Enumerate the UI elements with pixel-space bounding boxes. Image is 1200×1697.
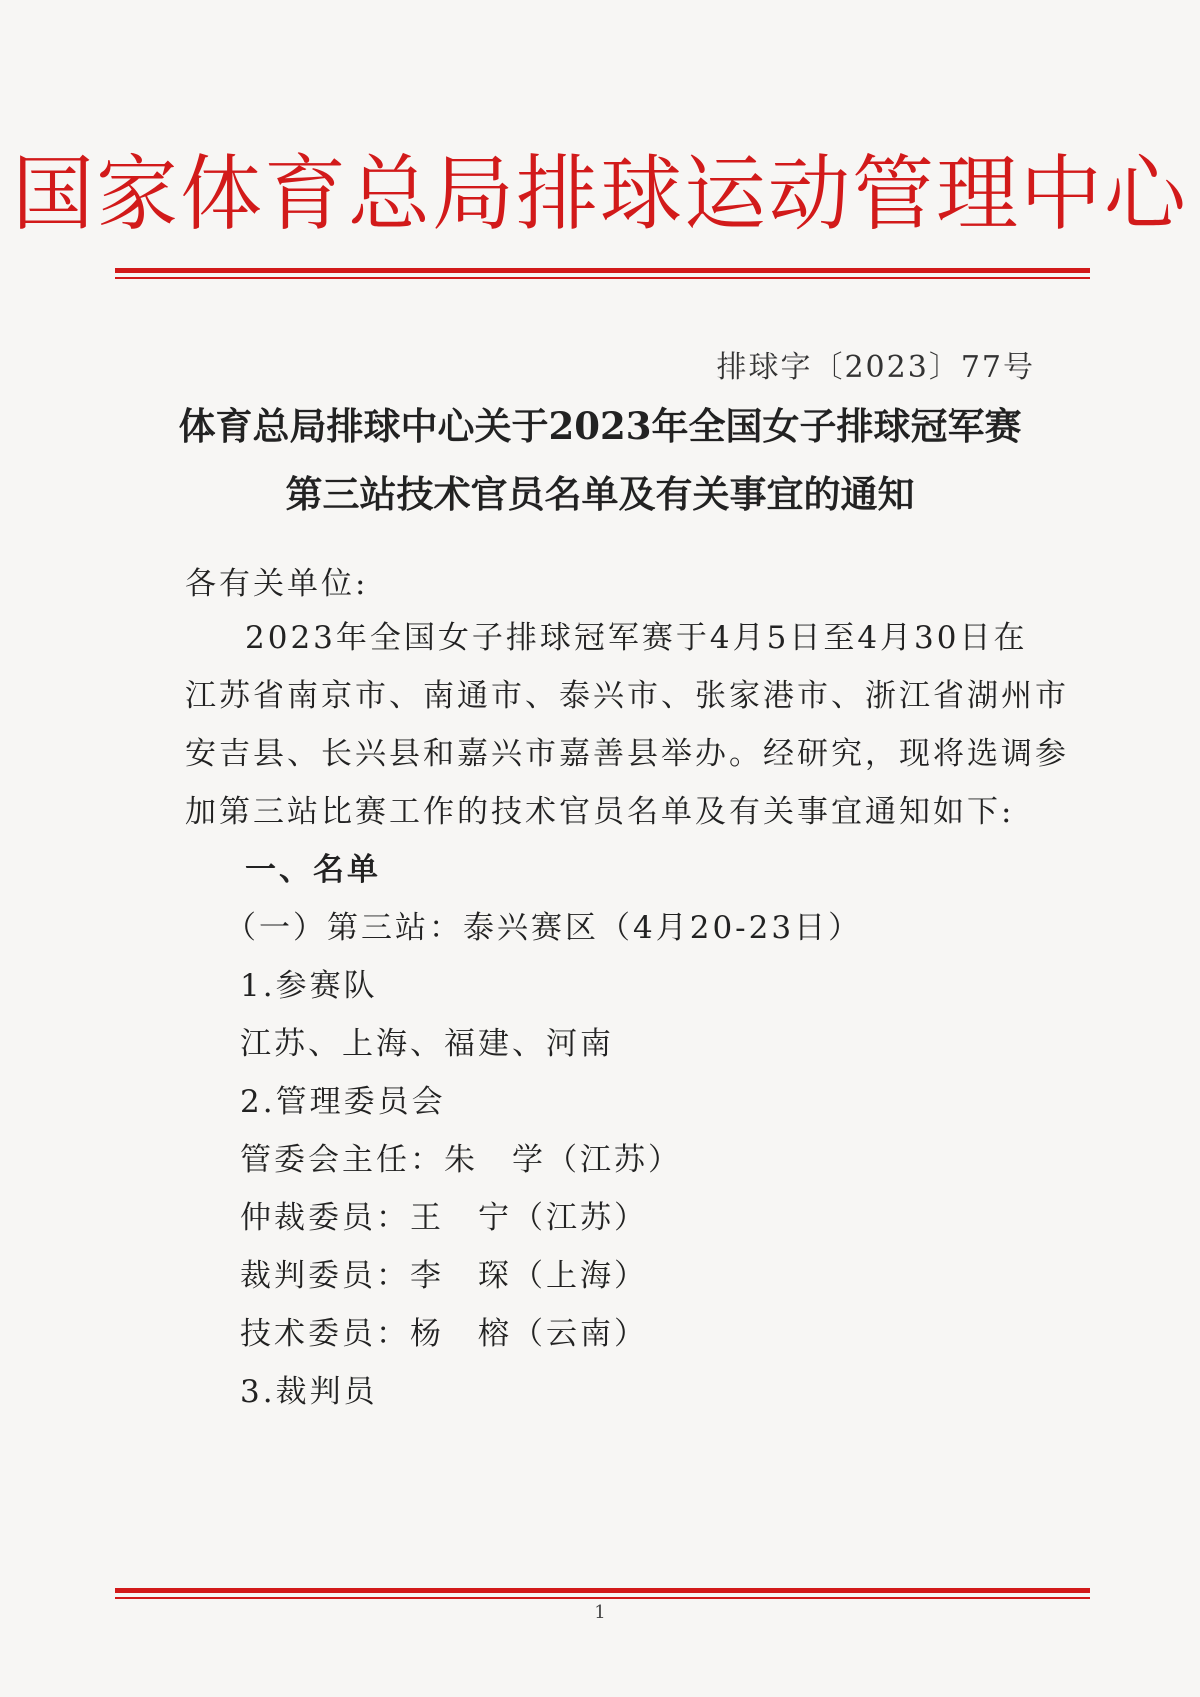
notice-title [150, 392, 1050, 528]
header-rule-thin [115, 277, 1090, 279]
intro-line-3: 安吉县、长兴县和嘉兴市嘉善县举办。经研究，现将选调参 [185, 736, 1069, 772]
referees-heading: 3.裁判员 [240, 1374, 378, 1410]
header-rule-thick [115, 268, 1090, 273]
committee-heading: 2.管理委员会 [240, 1084, 446, 1120]
committee-member: 仲裁委员：王 宁（江苏） [240, 1200, 648, 1236]
subsection-heading: （一）第三站：泰兴赛区（4月20-23日） [225, 910, 863, 946]
intro-line-1: 2023年全国女子排球冠军赛于4月5日至4月30日在 [245, 620, 1028, 656]
footer-rule-thick [115, 1588, 1090, 1593]
page-number: 1 [594, 1602, 606, 1623]
committee-member: 裁判委员：李 琛（上海） [240, 1258, 648, 1294]
footer-red-rule [115, 1588, 1090, 1599]
salutation: 各有关单位: [185, 566, 369, 602]
teams-heading: 1.参赛队 [240, 968, 378, 1004]
footer-rule-thin [115, 1597, 1090, 1599]
document-number: 排球字〔2023〕77号 [716, 350, 1035, 385]
teams-list: 江苏、上海、福建、河南 [240, 1026, 614, 1062]
section-one-heading: 一、名单 [245, 852, 381, 888]
notice-title-line-1: 体育总局排球中心关于2023年全国女子排球冠军赛 [178, 404, 1022, 448]
intro-line-2: 江苏省南京市、南通市、泰兴市、张家港市、浙江省湖州市 [185, 678, 1069, 714]
committee-member: 技术委员：杨 榕（云南） [240, 1316, 648, 1352]
notice-title-line-2: 第三站技术官员名单及有关事宜的通知 [285, 472, 915, 516]
header-red-rule [115, 268, 1090, 279]
intro-line-4: 加第三站比赛工作的技术官员名单及有关事宜通知如下: [185, 794, 1015, 830]
committee-member: 管委会主任：朱 学（江苏） [240, 1142, 682, 1178]
issuing-organization-header: 国家体育总局排球运动管理中心 [11, 147, 1188, 242]
